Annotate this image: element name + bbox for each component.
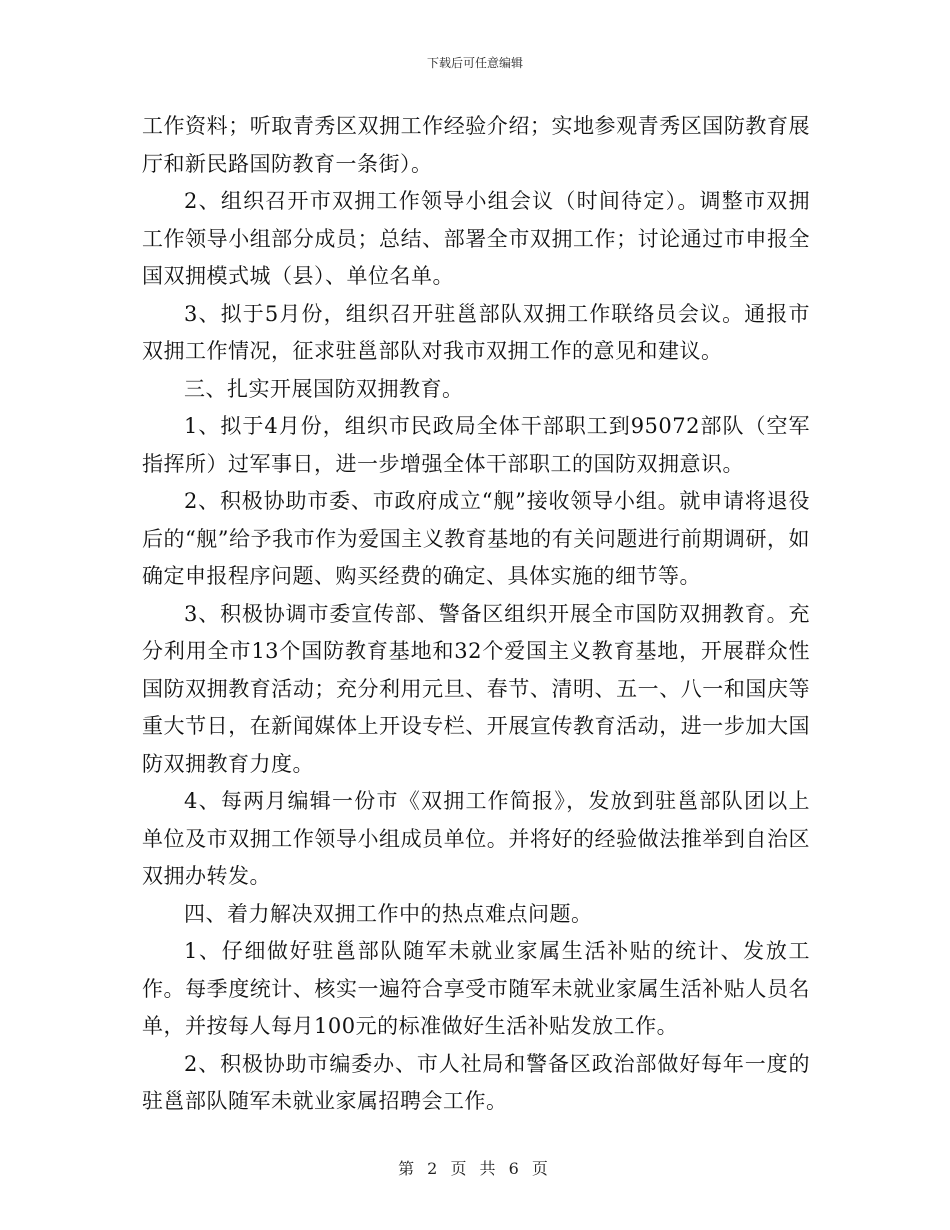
paragraph-5: 2、积极协助市委、市政府成立“舰”接收领导小组。就申请将退役后的“舰”给予我市作为爱国主义教育基地的有关问题进行前期调研，如确定申报程序问题、购买经费的确定、具体实施的细节等。 xyxy=(142,489,810,588)
section-heading-4: 四、着力解决双拥工作中的热点难点问题。 xyxy=(184,901,593,926)
paragraph-2: 3、拟于5月份，组织召开驻邕部队双拥工作联络员会议。通报市双拥工作情况，征求驻邕部队对我市双拥工作的意见和建议。 xyxy=(142,301,810,363)
page-number: 第 2 页 共 6 页 xyxy=(398,1159,552,1178)
section-heading-3: 三、扎实开展国防双拥教育。 xyxy=(184,376,464,401)
paragraph-10: 2、积极协助市编委办、市人社局和警备区政治部做好每年一度的驻邕部队随军未就业家属招聘会工作。 xyxy=(142,1051,810,1113)
paragraph-7: 4、每两月编辑一份市《双拥工作简报》，发放到驻邕部队团以上单位及市双拥工作领导小组成员单位。并将好的经验做法推举到自治区双拥办转发。 xyxy=(142,789,810,888)
paragraph-9: 1、仔细做好驻邕部队随军未就业家属生活补贴的统计、发放工作。每季度统计、核实一遍符合享受市随军未就业家属生活补贴人员名单，并按每人每月100元的标准做好生活补贴发放工作。 xyxy=(142,939,810,1038)
paragraph-6: 3、积极协调市委宣传部、警备区组织开展全市国防双拥教育。充分利用全市13个国防教育基地和32个爱国主义教育基地，开展群众性国防双拥教育活动；充分利用元旦、春节、清明、五一、八一和国庆等重大节日，在新闻媒体上开设专栏、开展宣传教育活动，进一步加大国防双拥教育力度。 xyxy=(142,601,810,776)
paragraph-0: 工作资料；听取青秀区双拥工作经验介绍；实地参观青秀区国防教育展厅和新民路国防教育一条街）。 xyxy=(142,114,810,176)
paragraph-1: 2、组织召开市双拥工作领导小组会议（时间待定）。调整市双拥工作领导小组部分成员；总结、部署全市双拥工作；讨论通过市申报全国双拥模式城（县）、单位名单。 xyxy=(142,189,810,288)
page-header: 下载后可任意编辑 xyxy=(426,56,523,70)
paragraph-4: 1、拟于4月份，组织市民政局全体干部职工到95072部队（空军指挥所）过军事日，进一步增强全体干部职工的国防双拥意识。 xyxy=(142,414,810,476)
document-body xyxy=(142,108,810,1121)
